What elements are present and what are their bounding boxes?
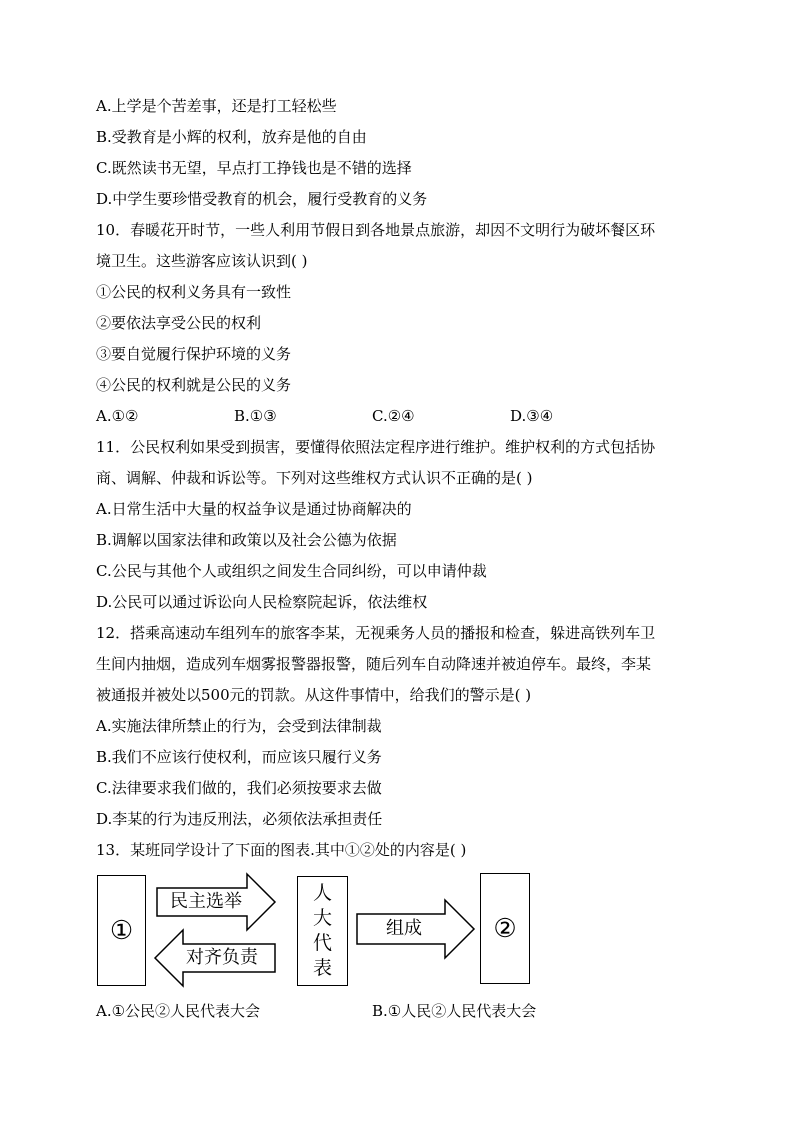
q10-option-a: A.①②	[96, 407, 139, 425]
q12-option-a: A.实施法律所禁止的行为，会受到法律制裁	[96, 717, 382, 735]
q11-stem-line-1: 11．公民权利如果受到损害，要懂得依照法定程序进行维护。维护权利的方式包括协	[96, 438, 656, 456]
q13-option-b: B.①人民②人民代表大会	[372, 1002, 537, 1020]
q10-option-c: C.②④	[372, 407, 415, 425]
arrow-label-responsible: 对齐负责	[186, 947, 258, 968]
q12-option-d: D.李某的行为违反刑法，必须依法承担责任	[96, 810, 383, 828]
q10-statement-2: ②要依法享受公民的权利	[96, 314, 262, 332]
q10-option-b: B.①③	[234, 407, 277, 425]
arrow-label-democratic-election: 民主选举	[170, 891, 242, 912]
deputies-char-2: 大	[312, 907, 332, 929]
q11-option-b: B.调解以国家法律和政策以及社会公德为依据	[96, 531, 397, 549]
q9-option-c: C.既然读书无望，早点打工挣钱也是不错的选择	[96, 159, 412, 177]
q10-stem-line-1: 10．春暖花开时节，一些人利用节假日到各地景点旅游，却因不文明行为破坏餐区环	[96, 221, 656, 239]
q9-option-b: B.受教育是小辉的权利，放弃是他的自由	[96, 128, 367, 146]
arrow-label-compose: 组成	[386, 918, 422, 939]
q11-option-a: A.日常生活中大量的权益争议是通过协商解决的	[96, 500, 412, 518]
q10-stem-line-2: 境卫生。这些游客应该认识到( )	[96, 252, 308, 270]
q11-option-d: D.公民可以通过诉讼向人民检察院起诉，依法维权	[96, 593, 428, 611]
q9-option-a: A.上学是个苦差事，还是打工轻松些	[96, 97, 337, 115]
q13-stem: 13．某班同学设计了下面的图表.其中①②处的内容是( )	[96, 841, 467, 859]
q11-stem-line-2: 商、调解、仲裁和诉讼等。下列对这些维权方式认识不正确的是( )	[96, 469, 533, 487]
diagram-box-1: ①	[97, 875, 146, 986]
diagram-box-2: ②	[480, 873, 530, 984]
q10-option-d: D.③④	[510, 407, 554, 425]
q12-option-b: B.我们不应该行使权利，而应该只履行义务	[96, 748, 382, 766]
q12-stem-line-2: 生间内抽烟，造成列车烟雾报警器报警，随后列车自动降速并被迫停车。最终，李某	[96, 655, 652, 673]
q10-statement-3: ③要自觉履行保护环境的义务	[96, 345, 292, 363]
q12-stem-line-3: 被通报并被处以500元的罚款。从这件事情中，给我们的警示是( )	[96, 686, 532, 704]
q11-option-c: C.公民与其他个人或组织之间发生合同纠纷，可以申请仲裁	[96, 562, 487, 580]
deputies-char-3: 代	[312, 932, 332, 954]
deputies-char-4: 表	[312, 957, 332, 979]
q13-option-a: A.①公民②人民代表大会	[96, 1002, 261, 1020]
q10-statement-1: ①公民的权利义务具有一致性	[96, 283, 292, 301]
q10-statement-4: ④公民的权利就是公民的义务	[96, 376, 292, 394]
q12-stem-line-1: 12．搭乘高速动车组列车的旅客李某，无视乘务人员的播报和检查，躲进高铁列车卫	[96, 624, 656, 642]
q12-option-c: C.法律要求我们做的，我们必须按要求去做	[96, 779, 382, 797]
diagram-box-deputies	[297, 876, 348, 986]
q9-option-d: D.中学生要珍惜受教育的机会，履行受教育的义务	[96, 190, 428, 208]
deputies-char-1: 人	[312, 882, 332, 904]
